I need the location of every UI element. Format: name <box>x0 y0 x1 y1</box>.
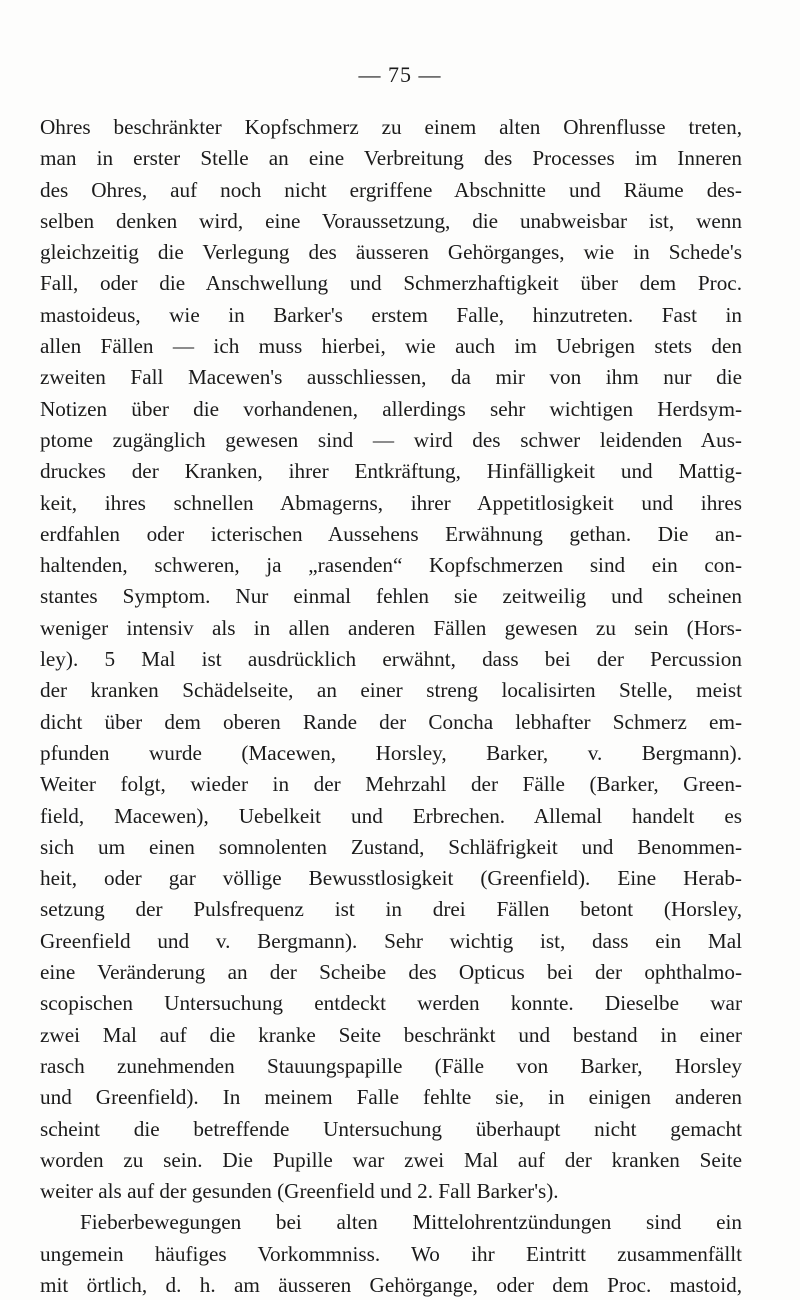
text-line: Notizen über die vorhandenen, allerdings sehr wichtigen Herdsym- <box>40 396 742 421</box>
text-line: Fieberbewegungen bei alten Mittelohrentzündungen sind ein <box>80 1210 742 1235</box>
text-line: worden zu sein. Die Pupille war zwei Mal auf der kranken Seite <box>40 1147 742 1172</box>
text-line: eine Veränderung an der Scheibe des Opticus bei der ophthalmo- <box>40 960 742 985</box>
text-line: der kranken Schädelseite, an einer streng localisirten Stelle, meist <box>40 678 742 703</box>
page-number: — 75 — <box>358 62 442 87</box>
text-line: rasch zunehmenden Stauungspapille (Fälle von Barker, Horsley <box>40 1053 742 1078</box>
text-line: keit, ihres schnellen Abmagerns, ihrer Appetitlosigkeit und ihres <box>40 490 742 515</box>
text-line: pfunden wurde (Macewen, Horsley, Barker, v. Bergmann). <box>40 740 742 765</box>
text-line: man in erster Stelle an eine Verbreitung des Processes im Inneren <box>40 146 742 171</box>
text-line: haltenden, schweren, ja „rasenden“ Kopfschmerzen sind ein con- <box>40 553 742 578</box>
text-line: scopischen Untersuchung entdeckt werden konnte. Dieselbe war <box>40 991 742 1016</box>
text-line: ley). 5 Mal ist ausdrücklich erwähnt, dass bei der Percussion <box>40 647 742 672</box>
text-line: gleichzeitig die Verlegung des äusseren Gehörganges, wie in Schede's <box>40 240 742 265</box>
text-line: setzung der Pulsfrequenz ist in drei Fällen betont (Horsley, <box>40 897 742 922</box>
text-line: zwei Mal auf die kranke Seite beschränkt und bestand in einer <box>40 1022 742 1047</box>
text-line: ptome zugänglich gewesen sind — wird des schwer leidenden Aus- <box>40 427 742 452</box>
text-line: zweiten Fall Macewen's ausschliessen, da mir von ihm nur die <box>40 365 742 390</box>
text-line: Fall, oder die Anschwellung und Schmerzhaftigkeit über dem Proc. <box>40 271 742 296</box>
text-line: field, Macewen), Uebelkeit und Erbrechen. Allemal handelt es <box>40 803 742 828</box>
text-line: scheint die betreffende Untersuchung überhaupt nicht gemacht <box>40 1116 742 1141</box>
text-line: weniger intensiv als in allen anderen Fällen gewesen zu sein (Hors- <box>40 615 742 640</box>
text-line: Weiter folgt, wieder in der Mehrzahl der Fälle (Barker, Green- <box>40 772 742 797</box>
text-line: mit örtlich, d. h. am äusseren Gehörgange, oder dem Proc. mastoid, <box>40 1272 742 1297</box>
text-line: des Ohres, auf noch nicht ergriffene Abschnitte und Räume des- <box>40 177 742 202</box>
text-line: Greenfield und v. Bergmann). Sehr wichtig ist, dass ein Mal <box>40 928 742 953</box>
text-line: stantes Symptom. Nur einmal fehlen sie zeitweilig und scheinen <box>40 584 742 609</box>
text-line: allen Fällen — ich muss hierbei, wie auch im Uebrigen stets den <box>40 334 742 359</box>
text-line: mastoideus, wie in Barker's erstem Falle, hinzutreten. Fast in <box>40 302 742 327</box>
text-line: sich um einen somnolenten Zustand, Schläfrigkeit und Benommen- <box>40 834 742 859</box>
text-line: heit, oder gar völlige Bewusstlosigkeit (Greenfield). Eine Herab- <box>40 866 742 891</box>
text-line: selben denken wird, eine Voraussetzung, die unabweisbar ist, wenn <box>40 208 742 233</box>
body-text <box>40 112 742 1301</box>
text-line: dicht über dem oberen Rande der Concha lebhafter Schmerz em- <box>40 709 742 734</box>
text-line: druckes der Kranken, ihrer Entkräftung, Hinfälligkeit und Mattig- <box>40 459 742 484</box>
text-line: und Greenfield). In meinem Falle fehlte sie, in einigen anderen <box>40 1085 742 1110</box>
text-line: erdfahlen oder icterischen Aussehens Erwähnung gethan. Die an- <box>40 521 742 546</box>
text-line: ungemein häufiges Vorkommniss. Wo ihr Eintritt zusammenfällt <box>40 1241 742 1266</box>
text-line: weiter als auf der gesunden (Greenfield und 2. Fall Barker's). <box>40 1179 559 1204</box>
text-line: Ohres beschränkter Kopfschmerz zu einem alten Ohrenflusse treten, <box>40 115 742 139</box>
